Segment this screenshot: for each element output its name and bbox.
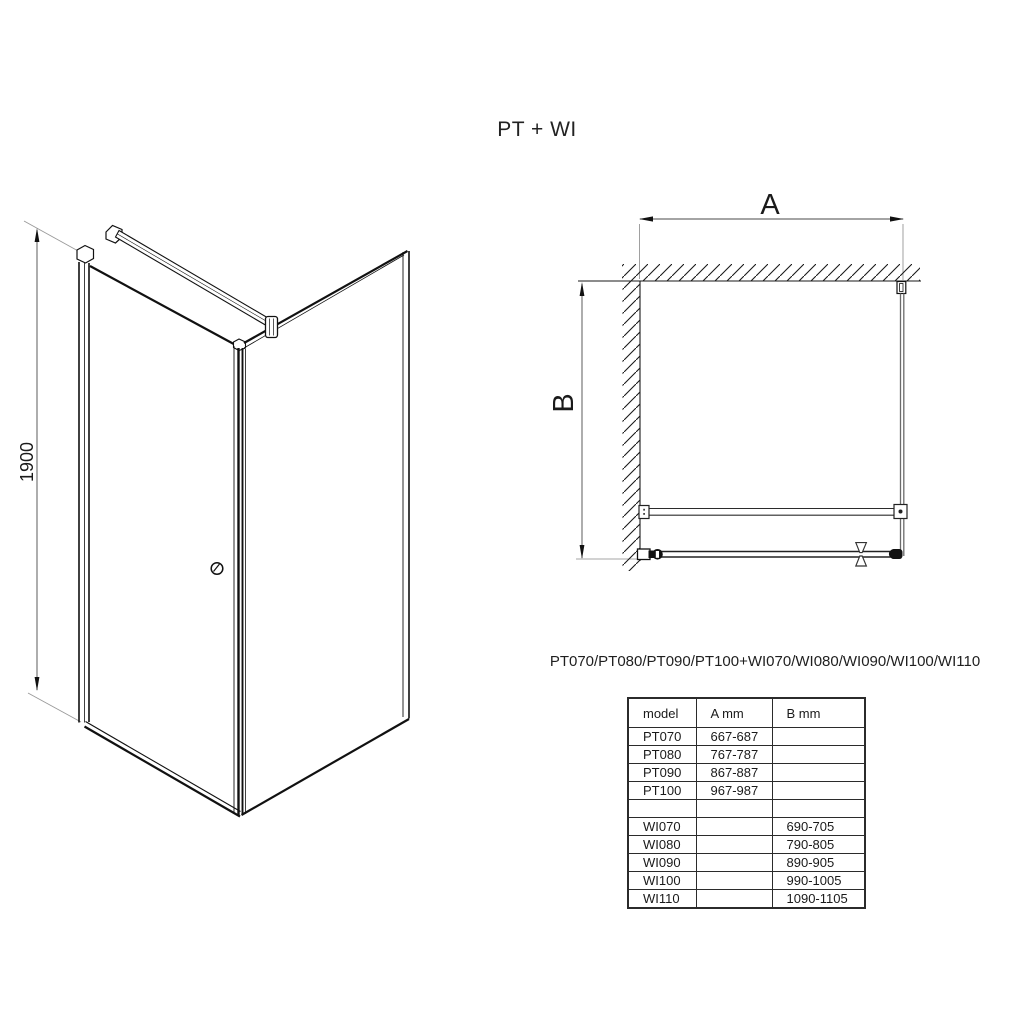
- models-subtitle: PT070/PT080/PT090/PT100+WI070/WI080/WI090/WI100/WI110: [549, 653, 981, 670]
- table-row-empty: [628, 800, 865, 818]
- cell-b: 690-705: [772, 818, 865, 836]
- cell-model: WI100: [628, 872, 696, 890]
- cell-model: PT080: [628, 746, 696, 764]
- table-row: [628, 818, 865, 836]
- table-row: [628, 782, 865, 800]
- cell-model: WI070: [628, 818, 696, 836]
- cell-model: [628, 800, 696, 818]
- table-row: [628, 872, 865, 890]
- table-row: [628, 836, 865, 854]
- cell-model: WI110: [628, 890, 696, 909]
- arrow-down-icon: [580, 545, 585, 559]
- cell-a: 967-987: [696, 782, 772, 800]
- cell-a: [696, 890, 772, 909]
- cell-a: [696, 800, 772, 818]
- cell-b: [772, 764, 865, 782]
- cell-model: PT100: [628, 782, 696, 800]
- top-wall-hatch: [622, 264, 920, 281]
- corner-post-profile: [234, 339, 246, 815]
- cell-b: [772, 746, 865, 764]
- cell-b: [772, 782, 865, 800]
- cell-model: WI090: [628, 854, 696, 872]
- door-handle-icon: [856, 543, 867, 566]
- cell-model: PT070: [628, 728, 696, 746]
- cell-b: [772, 800, 865, 818]
- cell-b: [772, 728, 865, 746]
- plan-view: [548, 189, 921, 571]
- arrow-down-icon: [35, 677, 40, 691]
- arrow-up-icon: [35, 228, 40, 242]
- cell-a: [696, 872, 772, 890]
- table-row: [628, 728, 865, 746]
- page-title: PT + WI: [497, 118, 577, 141]
- pivot-door-plan: [638, 543, 903, 566]
- cell-model: WI080: [628, 836, 696, 854]
- col-header-a-mm: A mm: [696, 698, 772, 728]
- wall-hatching: [578, 264, 921, 571]
- left-wall-hatch: [623, 281, 641, 571]
- height-dimension-label: 1900: [17, 441, 37, 483]
- cell-b: 1090-1105: [772, 890, 865, 909]
- cell-a: [696, 854, 772, 872]
- cell-a: [696, 836, 772, 854]
- cell-b: 990-1005: [772, 872, 865, 890]
- support-bar-connector: [266, 317, 278, 338]
- iso-view: [17, 221, 409, 817]
- door-knob-icon: [211, 563, 223, 575]
- cell-a: 667-687: [696, 728, 772, 746]
- table-row: [628, 890, 865, 909]
- depth-dimension-label: B: [548, 393, 580, 413]
- cell-b: 890-905: [772, 854, 865, 872]
- cell-b: 790-805: [772, 836, 865, 854]
- arrow-right-icon: [890, 216, 904, 221]
- col-header-b-mm: B mm: [772, 698, 865, 728]
- height-dimension: [17, 221, 81, 722]
- door-hinge-profile: [77, 246, 94, 723]
- table-row: [628, 746, 865, 764]
- cell-a: 767-787: [696, 746, 772, 764]
- bar-wall-bracket: [639, 506, 649, 519]
- support-bar-plan: [639, 505, 907, 519]
- spec-table: [627, 697, 866, 909]
- cell-model: PT090: [628, 764, 696, 782]
- width-dimension-label: A: [760, 189, 780, 221]
- pivot-door-panel: [85, 266, 241, 817]
- table-header-row: [628, 698, 865, 728]
- arrow-left-icon: [639, 216, 653, 221]
- table-row: [628, 854, 865, 872]
- col-header-model: model: [628, 698, 696, 728]
- table-row: [628, 764, 865, 782]
- arrow-up-icon: [580, 282, 585, 296]
- cell-a: 867-887: [696, 764, 772, 782]
- cell-a: [696, 818, 772, 836]
- pivot-hinge: [638, 549, 651, 560]
